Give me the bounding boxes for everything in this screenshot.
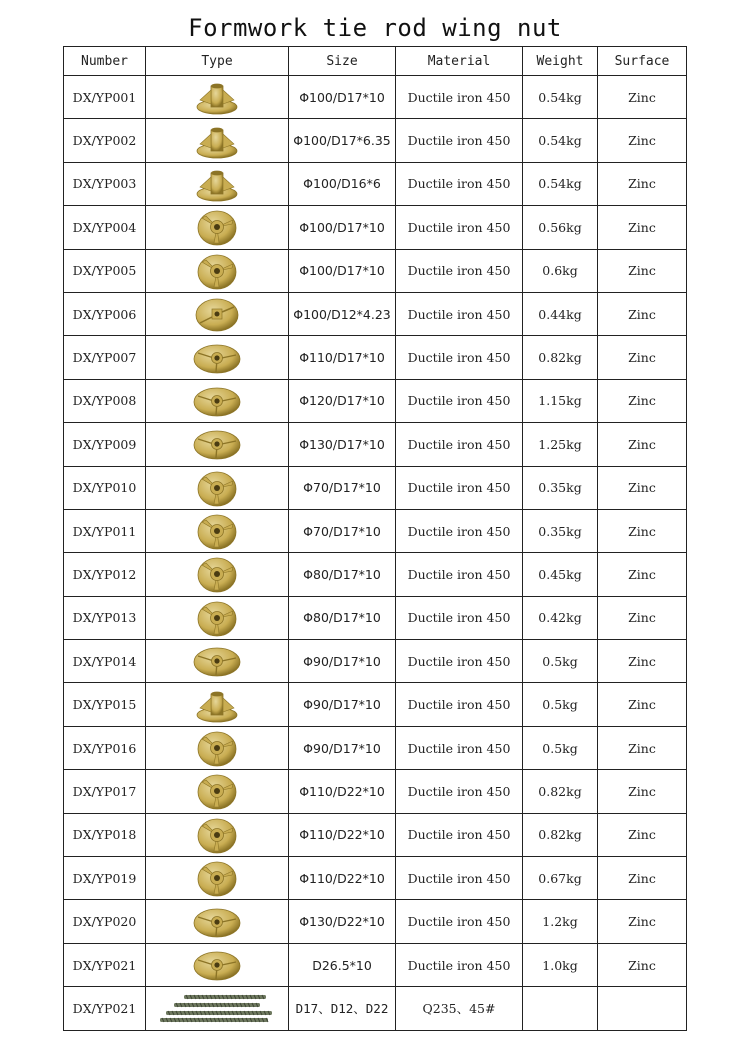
wing-nut-round-icon xyxy=(192,555,242,593)
cell-type xyxy=(146,900,289,943)
cell-surface: Zinc xyxy=(598,206,687,249)
cell-number: DX/YP013 xyxy=(64,596,146,639)
cell-material: Ductile iron 450 xyxy=(396,553,523,596)
table-row xyxy=(64,943,687,986)
cell-size: Φ90/D17*10 xyxy=(289,683,396,726)
cell-size: Φ100/D17*10 xyxy=(289,206,396,249)
cell-surface: Zinc xyxy=(598,466,687,509)
cell-material: Ductile iron 450 xyxy=(396,162,523,205)
cell-surface: Zinc xyxy=(598,900,687,943)
cell-size: Φ110/D22*10 xyxy=(289,770,396,813)
cell-number: DX/YP021 xyxy=(64,987,146,1030)
cell-material: Q235、45# xyxy=(396,987,523,1030)
cell-material: Ductile iron 450 xyxy=(396,249,523,292)
cell-surface: Zinc xyxy=(598,640,687,683)
table-row xyxy=(64,640,687,683)
cell-size: Φ100/D12*4.23 xyxy=(289,292,396,335)
cell-weight: 0.82kg xyxy=(523,770,598,813)
table-row xyxy=(64,379,687,422)
header-col-surface: Surface xyxy=(598,47,687,76)
wing-nut-plate-icon xyxy=(192,295,242,333)
cell-number: DX/YP005 xyxy=(64,249,146,292)
cell-material: Ductile iron 450 xyxy=(396,206,523,249)
cell-type xyxy=(146,336,289,379)
cell-number: DX/YP011 xyxy=(64,509,146,552)
cell-material: Ductile iron 450 xyxy=(396,900,523,943)
cell-type xyxy=(146,813,289,856)
cell-surface: Zinc xyxy=(598,119,687,162)
cell-type xyxy=(146,379,289,422)
cell-type xyxy=(146,726,289,769)
cell-type xyxy=(146,553,289,596)
cell-size: Φ90/D17*10 xyxy=(289,640,396,683)
wing-nut-round-icon xyxy=(192,859,242,897)
cell-material: Ductile iron 450 xyxy=(396,943,523,986)
cell-surface: Zinc xyxy=(598,857,687,900)
cell-material: Ductile iron 450 xyxy=(396,509,523,552)
cell-weight: 0.67kg xyxy=(523,857,598,900)
cell-weight: 0.44kg xyxy=(523,292,598,335)
cell-number: DX/YP019 xyxy=(64,857,146,900)
cell-weight xyxy=(523,987,598,1030)
cell-size: Φ110/D17*10 xyxy=(289,336,396,379)
cell-surface: Zinc xyxy=(598,596,687,639)
cell-surface: Zinc xyxy=(598,423,687,466)
cell-weight: 0.5kg xyxy=(523,640,598,683)
cell-weight: 0.5kg xyxy=(523,726,598,769)
cell-size: Φ110/D22*10 xyxy=(289,813,396,856)
cell-material: Ductile iron 450 xyxy=(396,813,523,856)
table-row xyxy=(64,509,687,552)
wing-nut-round-icon xyxy=(192,599,242,637)
wing-nut-flat-icon xyxy=(192,382,242,420)
table-row xyxy=(64,249,687,292)
cell-surface: Zinc xyxy=(598,509,687,552)
cell-number: DX/YP021 xyxy=(64,943,146,986)
cell-weight: 0.54kg xyxy=(523,119,598,162)
cell-weight: 1.2kg xyxy=(523,900,598,943)
cell-surface: Zinc xyxy=(598,726,687,769)
cell-size: Φ80/D17*10 xyxy=(289,596,396,639)
cell-material: Ductile iron 450 xyxy=(396,726,523,769)
cell-weight: 0.56kg xyxy=(523,206,598,249)
cell-surface: Zinc xyxy=(598,683,687,726)
wing-nut-flat-icon xyxy=(192,642,242,680)
table-row xyxy=(64,336,687,379)
header-row xyxy=(64,47,687,76)
cell-weight: 0.6kg xyxy=(523,249,598,292)
cell-number: DX/YP015 xyxy=(64,683,146,726)
table-row xyxy=(64,857,687,900)
wing-nut-flat-icon xyxy=(192,946,242,984)
cell-surface: Zinc xyxy=(598,292,687,335)
cell-type xyxy=(146,119,289,162)
cell-surface: Zinc xyxy=(598,249,687,292)
cell-type xyxy=(146,683,289,726)
cell-surface: Zinc xyxy=(598,943,687,986)
table-row xyxy=(64,726,687,769)
wing-nut-tall-icon xyxy=(192,165,242,203)
cell-size: D26.5*10 xyxy=(289,943,396,986)
cell-surface: Zinc xyxy=(598,379,687,422)
spec-table xyxy=(63,46,687,1031)
cell-type xyxy=(146,596,289,639)
table-row xyxy=(64,466,687,509)
cell-surface: Zinc xyxy=(598,813,687,856)
wing-nut-tall-icon xyxy=(192,122,242,160)
table-row xyxy=(64,423,687,466)
cell-material: Ductile iron 450 xyxy=(396,379,523,422)
cell-size: Φ120/D17*10 xyxy=(289,379,396,422)
table-row xyxy=(64,292,687,335)
cell-material: Ductile iron 450 xyxy=(396,770,523,813)
cell-size: Φ80/D17*10 xyxy=(289,553,396,596)
cell-weight: 0.54kg xyxy=(523,162,598,205)
cell-size: Φ100/D17*10 xyxy=(289,76,396,119)
cell-type xyxy=(146,466,289,509)
cell-type xyxy=(146,943,289,986)
cell-weight: 1.25kg xyxy=(523,423,598,466)
table-header xyxy=(64,47,687,76)
cell-surface: Zinc xyxy=(598,770,687,813)
header-col-weight: Weight xyxy=(523,47,598,76)
wing-nut-flat-icon xyxy=(192,903,242,941)
cell-number: DX/YP004 xyxy=(64,206,146,249)
cell-number: DX/YP018 xyxy=(64,813,146,856)
cell-size: Φ130/D22*10 xyxy=(289,900,396,943)
cell-type xyxy=(146,76,289,119)
table-row xyxy=(64,119,687,162)
cell-size: Φ100/D16*6 xyxy=(289,162,396,205)
wing-nut-round-icon xyxy=(192,729,242,767)
cell-surface: Zinc xyxy=(598,76,687,119)
cell-type xyxy=(146,770,289,813)
cell-type xyxy=(146,162,289,205)
cell-type xyxy=(146,640,289,683)
cell-surface: Zinc xyxy=(598,162,687,205)
cell-number: DX/YP014 xyxy=(64,640,146,683)
cell-weight: 0.82kg xyxy=(523,336,598,379)
cell-number: DX/YP003 xyxy=(64,162,146,205)
cell-type xyxy=(146,423,289,466)
cell-size: D17、D12、D22 xyxy=(289,987,396,1030)
wing-nut-round-icon xyxy=(192,772,242,810)
cell-number: DX/YP012 xyxy=(64,553,146,596)
cell-material: Ductile iron 450 xyxy=(396,857,523,900)
cell-number: DX/YP009 xyxy=(64,423,146,466)
header-col-size: Size xyxy=(289,47,396,76)
cell-material: Ductile iron 450 xyxy=(396,596,523,639)
cell-material: Ductile iron 450 xyxy=(396,119,523,162)
cell-number: DX/YP002 xyxy=(64,119,146,162)
header-col-material: Material xyxy=(396,47,523,76)
table-row xyxy=(64,206,687,249)
cell-type xyxy=(146,987,289,1030)
cell-size: Φ130/D17*10 xyxy=(289,423,396,466)
tie-rod-icon xyxy=(156,991,278,1025)
cell-number: DX/YP001 xyxy=(64,76,146,119)
wing-nut-flat-icon xyxy=(192,425,242,463)
cell-type xyxy=(146,206,289,249)
cell-size: Φ90/D17*10 xyxy=(289,726,396,769)
table-row xyxy=(64,162,687,205)
cell-surface xyxy=(598,987,687,1030)
cell-weight: 0.35kg xyxy=(523,466,598,509)
table-row xyxy=(64,553,687,596)
cell-weight: 0.5kg xyxy=(523,683,598,726)
table-body xyxy=(64,76,687,1031)
wing-nut-flat-icon xyxy=(192,339,242,377)
cell-number: DX/YP016 xyxy=(64,726,146,769)
header-col-number: Number xyxy=(64,47,146,76)
cell-type xyxy=(146,509,289,552)
cell-type xyxy=(146,292,289,335)
cell-surface: Zinc xyxy=(598,336,687,379)
cell-material: Ductile iron 450 xyxy=(396,76,523,119)
table-row xyxy=(64,813,687,856)
cell-number: DX/YP007 xyxy=(64,336,146,379)
cell-weight: 0.54kg xyxy=(523,76,598,119)
cell-size: Φ100/D17*6.35 xyxy=(289,119,396,162)
cell-number: DX/YP020 xyxy=(64,900,146,943)
cell-material: Ductile iron 450 xyxy=(396,336,523,379)
cell-material: Ductile iron 450 xyxy=(396,683,523,726)
cell-size: Φ100/D17*10 xyxy=(289,249,396,292)
table-row xyxy=(64,596,687,639)
wing-nut-round-icon xyxy=(192,816,242,854)
cell-size: Φ110/D22*10 xyxy=(289,857,396,900)
cell-number: DX/YP006 xyxy=(64,292,146,335)
wing-nut-tall-icon xyxy=(192,686,242,724)
cell-material: Ductile iron 450 xyxy=(396,423,523,466)
cell-surface: Zinc xyxy=(598,553,687,596)
table-row xyxy=(64,683,687,726)
cell-material: Ductile iron 450 xyxy=(396,292,523,335)
cell-material: Ductile iron 450 xyxy=(396,640,523,683)
cell-type xyxy=(146,249,289,292)
cell-material: Ductile iron 450 xyxy=(396,466,523,509)
cell-size: Φ70/D17*10 xyxy=(289,509,396,552)
wing-nut-round-icon xyxy=(192,512,242,550)
wing-nut-round-icon xyxy=(192,208,242,246)
table-row xyxy=(64,900,687,943)
cell-weight: 0.82kg xyxy=(523,813,598,856)
cell-number: DX/YP010 xyxy=(64,466,146,509)
wing-nut-round-icon xyxy=(192,252,242,290)
cell-number: DX/YP017 xyxy=(64,770,146,813)
table-row xyxy=(64,76,687,119)
wing-nut-tall-icon xyxy=(192,78,242,116)
wing-nut-round-icon xyxy=(192,469,242,507)
cell-type xyxy=(146,857,289,900)
cell-number: DX/YP008 xyxy=(64,379,146,422)
page-title: Formwork tie rod wing nut xyxy=(188,14,562,42)
cell-weight: 0.42kg xyxy=(523,596,598,639)
table-row xyxy=(64,770,687,813)
cell-weight: 0.35kg xyxy=(523,509,598,552)
table-row xyxy=(64,987,687,1030)
cell-weight: 1.15kg xyxy=(523,379,598,422)
cell-size: Φ70/D17*10 xyxy=(289,466,396,509)
cell-weight: 0.45kg xyxy=(523,553,598,596)
header-col-type: Type xyxy=(146,47,289,76)
cell-weight: 1.0kg xyxy=(523,943,598,986)
